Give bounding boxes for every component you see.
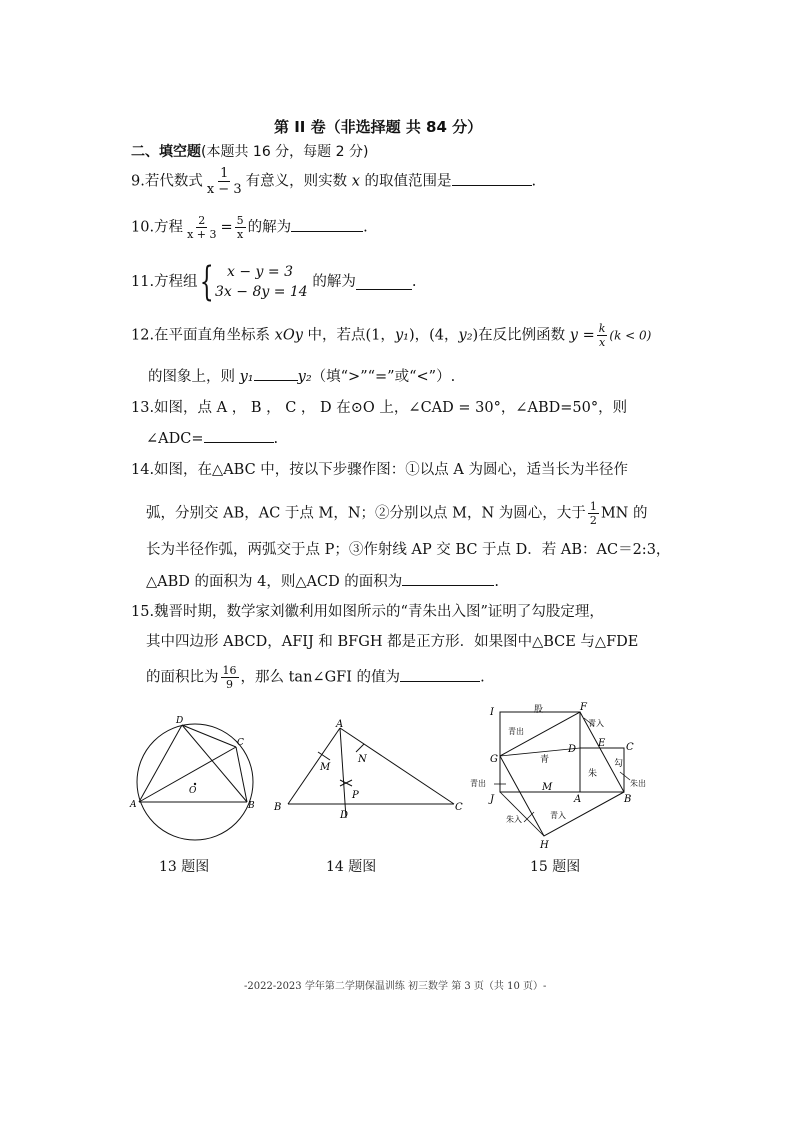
- q11-answer-blank[interactable]: [356, 275, 412, 290]
- q12-fraction: [597, 322, 608, 349]
- q15-line3-a: 的面积比为: [146, 669, 219, 686]
- q12-sys: xOy: [274, 327, 303, 344]
- label-b: B: [248, 801, 255, 811]
- q10-eq: =: [220, 219, 233, 236]
- label-c: C: [455, 802, 463, 813]
- word-gu: 股: [534, 705, 544, 715]
- q11-prefix: 11.方程组: [131, 274, 198, 290]
- q12-line2-b: （填“>”“=”或“<”）.: [311, 369, 456, 385]
- q12-line2-y2: y₂: [297, 369, 312, 385]
- word-zhuru: 朱入: [506, 815, 522, 824]
- question-14-line4: [146, 571, 499, 592]
- question-13-line2: [146, 428, 278, 449]
- q9-var: x: [351, 173, 360, 190]
- label-e: E: [598, 738, 606, 749]
- q9-end: .: [531, 173, 537, 190]
- q14-answer-blank[interactable]: [402, 571, 494, 586]
- label-c: C: [237, 738, 244, 748]
- q11-eq1: x − y = 3: [227, 264, 293, 280]
- label-h: H: [540, 840, 549, 851]
- q11-end: .: [411, 274, 417, 290]
- q11-brace: {: [199, 259, 214, 305]
- q14-half: [588, 500, 599, 527]
- q13-end: .: [273, 431, 279, 447]
- label-a: A: [130, 800, 137, 810]
- question-14-line2: [146, 500, 647, 527]
- label-a: A: [336, 719, 344, 730]
- q15-line3-b: ，那么 tan∠GFI 的值为: [240, 669, 401, 686]
- arc-mark-n: [356, 744, 364, 752]
- label-o: O: [189, 786, 197, 796]
- q14-half-den: 2: [589, 514, 597, 527]
- question-13-line1: 13.如图，点 A ， B ， C ， D 在⊙O 上，∠CAD = 30°，∠ABD=50°，则: [131, 400, 628, 416]
- question-12-line2: [148, 366, 455, 387]
- question-14-line1: 14.如图，在△ABC 中，按以下步骤作图：①以点 A 为圆心，适当长为半径作: [131, 462, 628, 478]
- label-p: P: [352, 790, 359, 801]
- word-qing: 青: [540, 755, 550, 765]
- word-qingchu-left: 青出: [470, 779, 486, 788]
- q12-line2-a: 的图象上，则: [148, 369, 240, 385]
- q10-prefix: 10.方程: [131, 219, 184, 236]
- label-b: B: [624, 794, 632, 805]
- figure-13-caption: 13 题图: [159, 859, 210, 875]
- question-12-line1: [131, 322, 651, 349]
- q12-y1: y₁: [394, 327, 409, 344]
- q9-answer-blank[interactable]: [452, 171, 532, 186]
- q12-func-lhs: y =: [569, 327, 595, 344]
- label-a: A: [574, 794, 582, 805]
- label-n: N: [358, 754, 367, 765]
- label-b: B: [274, 802, 282, 813]
- label-m: M: [320, 762, 331, 773]
- q15-end: .: [480, 669, 485, 686]
- q10-fraction-2: [235, 214, 246, 241]
- figure-14: [268, 718, 468, 830]
- word-qingru-bottom: 青入: [550, 811, 566, 820]
- label-d: D: [340, 810, 349, 821]
- q10-answer-blank[interactable]: [291, 217, 363, 232]
- q9-suffix-a: 有意义，则实数: [245, 173, 352, 190]
- label-f: F: [580, 702, 587, 713]
- q13-line2-a: ∠ADC=: [146, 431, 204, 447]
- label-m: M: [542, 782, 553, 793]
- segment-dc: [182, 725, 236, 747]
- q15-answer-blank[interactable]: [400, 667, 480, 682]
- label-g: G: [490, 754, 498, 765]
- q10-fraction-1: [185, 214, 218, 241]
- page-title: 第 II 卷（非选择题 共 84 分）: [274, 118, 483, 136]
- segment-cb: [236, 747, 247, 802]
- q9-fraction: [205, 166, 244, 197]
- label-j: J: [490, 794, 495, 805]
- segment-ab: [288, 728, 340, 804]
- figure-15-caption: 15 题图: [530, 859, 581, 875]
- question-15-line3: [146, 664, 485, 691]
- q15-ratio: [221, 664, 239, 691]
- q12-line1-a: 12.在平面直角坐标系: [131, 327, 275, 344]
- q12-line1-d: )在反比例函数: [472, 327, 570, 344]
- q10-frac1-den: x + 3: [187, 228, 217, 241]
- page-footer: -2022-2023 学年第二学期保温训练 初三数学 第 3 页（共 10 页）-: [244, 981, 547, 992]
- circle-o: [137, 724, 253, 840]
- q14-line2-b: MN 的: [600, 505, 648, 522]
- question-11: [131, 259, 417, 305]
- question-15-line1: 15.魏晋时期，数学家刘徽利用如图所示的“青朱出入图”证明了勾股定理，: [131, 604, 604, 620]
- q12-line1-b: 中，若点(1，: [302, 327, 395, 344]
- word-qingru-top: 青入: [588, 719, 604, 728]
- figure-14-caption: 14 题图: [326, 859, 377, 875]
- q14-end: .: [494, 574, 499, 590]
- figure-13: [125, 712, 265, 847]
- label-c: C: [626, 742, 634, 753]
- q12-frac-den: x: [598, 336, 606, 349]
- q14-half-num: 1: [589, 500, 597, 513]
- word-qingchu-top: 青出: [508, 727, 524, 736]
- label-d: D: [568, 744, 577, 755]
- q12-y2: y₂: [458, 327, 473, 344]
- question-14-line3: 长为半径作弧，两弧交于点 P；③作射线 AP 交 BC 于点 D．若 AB：AC＝2:3，: [146, 542, 671, 558]
- question-10: [131, 214, 368, 241]
- q15-ratio-den: 9: [226, 678, 233, 691]
- q13-answer-blank[interactable]: [204, 428, 274, 443]
- q9-frac-den: x − 3: [206, 182, 242, 197]
- q10-frac2-num: 5: [236, 214, 244, 227]
- q12-cond: (k < 0): [609, 328, 652, 343]
- word-zhu: 朱: [588, 769, 598, 779]
- q11-system: [215, 262, 308, 302]
- question-15-line2: 其中四边形 ABCD，AFIJ 和 BFGH 都是正方形．如果图中△BCE 与△FDE: [146, 634, 639, 650]
- section-heading: [131, 141, 368, 161]
- q9-suffix-b: 的取值范围是: [359, 173, 452, 190]
- q10-suffix: 的解为: [247, 219, 292, 236]
- word-zhuchu: 朱出: [630, 779, 646, 788]
- q12-line1-c: )，(4，: [408, 327, 459, 344]
- figure-15: [470, 700, 660, 852]
- line-jh: [500, 792, 544, 836]
- arc-mark-m: [318, 752, 330, 760]
- question-9: [131, 166, 536, 197]
- q15-ratio-num: 16: [222, 664, 237, 677]
- q10-frac2-den: x: [237, 228, 244, 241]
- label-i: I: [490, 707, 494, 718]
- q12-frac-num: k: [598, 322, 606, 335]
- q14-line2-a: 弧，分别交 AB，AC 于点 M，N；②分别以点 M，N 为圆心，大于: [146, 505, 586, 522]
- center-point: [194, 783, 196, 785]
- q10-frac1-num: 2: [198, 214, 206, 227]
- label-d: D: [176, 716, 184, 726]
- q10-end: .: [363, 219, 368, 236]
- q11-suffix: 的解为: [307, 274, 356, 290]
- section-label: 二、填空题: [131, 144, 201, 160]
- section-note: (本题共 16 分，每题 2 分): [201, 144, 369, 160]
- q12-line2-y1: y₁: [239, 369, 254, 385]
- q12-answer-blank[interactable]: [254, 366, 298, 381]
- word-gou: 勾: [614, 759, 624, 769]
- square-abcd: [580, 748, 624, 792]
- q11-eq2: 3x − 8y = 14: [215, 284, 308, 300]
- segment-ad: [139, 725, 182, 802]
- q9-prefix: 9.若代数式: [131, 173, 203, 190]
- q14-line4-a: △ABD 的面积为 4，则△ACD 的面积为: [146, 574, 403, 590]
- segment-ac: [139, 747, 236, 802]
- q9-frac-num: 1: [220, 166, 229, 181]
- arrow-right: [620, 772, 630, 780]
